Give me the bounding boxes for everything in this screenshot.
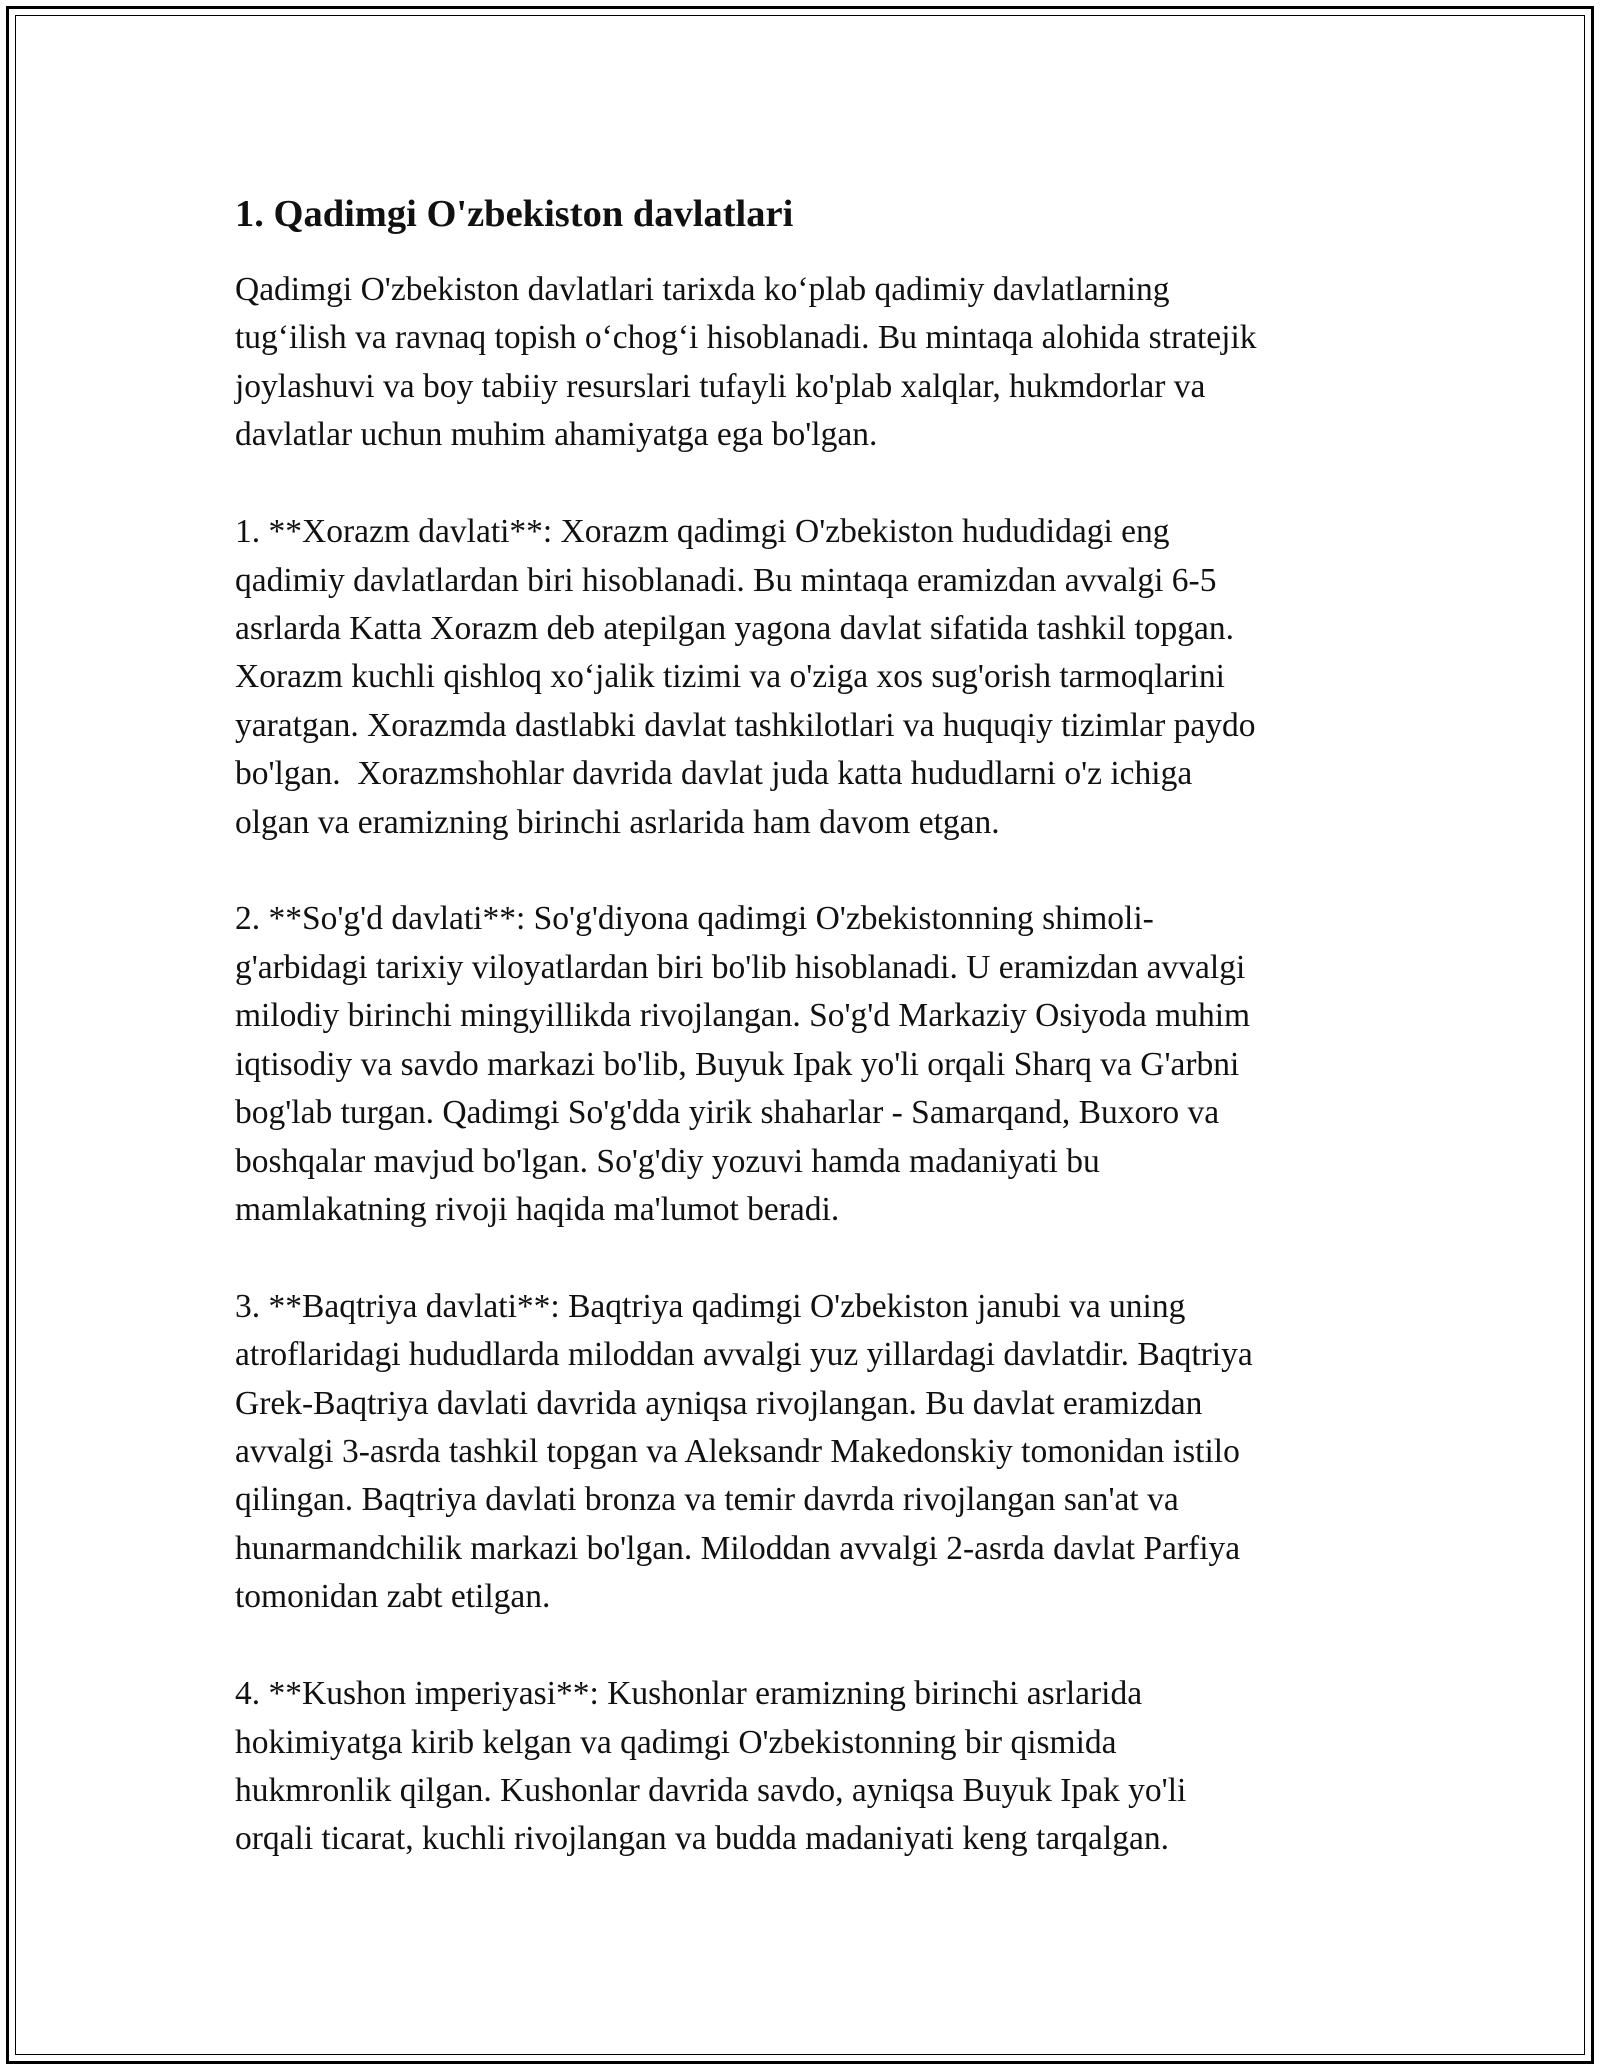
paragraph-line: bog'lab turgan. Qadimgi So'g'dda yirik shaharlar - Samarqand, Buxoro va [235, 1094, 1220, 1132]
paragraph-line: qadimiy davlatlardan biri hisoblanadi. Bu mintaqa eramizdan avvalgi 6-5 [235, 561, 1217, 599]
paragraph-line: tomonidan zabt etilgan. [235, 1578, 551, 1616]
baqtriya-paragraph [235, 1283, 1365, 1622]
paragraph-line: 2. **So'g'd davlati**: So'g'diyona qadimgi O'zbekistonning shimoli- [235, 900, 1154, 938]
paragraph-line: olgan va eramizning birinchi asrlarida ham davom etgan. [235, 803, 1000, 841]
document-body [235, 186, 1365, 1912]
paragraph-line: Qadimgi O'zbekiston davlatlari tarixda ko‘plab qadimiy davlatlarning [235, 271, 1170, 308]
paragraph-line: Xorazm kuchli qishloq xo‘jalik tizimi va o'ziga xos sug'orish tarmoqlarini [235, 658, 1225, 696]
paragraph-line: davlatlar uchun muhim ahamiyatga ega bo'lgan. [235, 416, 878, 454]
paragraph-line: hokimiyatga kirib kelgan va qadimgi O'zbekistonning bir qismida [235, 1723, 1117, 1761]
paragraph-line: 4. **Kushon imperiyasi**: Kushonlar eramizning birinchi asrlarida [235, 1675, 1143, 1713]
intro-paragraph [235, 266, 1365, 460]
paragraph-line: g'arbidagi tarixiy viloyatlardan biri bo'lib hisoblanadi. U eramizdan avvalgi [235, 948, 1246, 986]
paragraph-line: boshqalar mavjud bo'lgan. So'g'diy yozuvi hamda madaniyati bu [235, 1142, 1100, 1180]
paragraph-line: 3. **Baqtriya davlati**: Baqtriya qadimgi O'zbekiston janubi va uning [235, 1287, 1186, 1325]
kushon-paragraph [235, 1670, 1365, 1864]
paragraph-line: hunarmandchilik markazi bo'lgan. Miloddan avvalgi 2-asrda davlat Parfiya [235, 1529, 1241, 1567]
document-title: 1. Qadimgi O'zbekiston davlatlari [235, 193, 794, 235]
paragraph-line: 1. **Xorazm davlati**: Xorazm qadimgi O'zbekiston hududidagi eng [235, 513, 1170, 551]
paragraph-line: milodiy birinchi mingyillikda rivojlangan. So'g'd Markaziy Osiyoda muhim [235, 997, 1251, 1035]
paragraph-line: mamlakatning rivoji haqida ma'lumot beradi. [235, 1190, 840, 1228]
paragraph-line: orqali ticarat, kuchli rivojlangan va budda madaniyati keng tarqalgan. [235, 1820, 1169, 1858]
paragraph-line: asrlarda Katta Xorazm deb atepilgan yagona davlat sifatida tashkil topgan. [235, 609, 1235, 647]
paragraph-line: hukmronlik qilgan. Kushonlar davrida savdo, ayniqsa Buyuk Ipak yo'li [235, 1771, 1187, 1809]
paragraph-line: yaratgan. Xorazmda dastlabki davlat tashkilotlari va huquqiy tizimlar paydo [235, 706, 1256, 744]
paragraph-line: avvalgi 3-asrda tashkil topgan va Aleksandr Makedonskiy tomonidan istilo [235, 1433, 1240, 1471]
paragraph-line: Grek-Baqtriya davlati davrida ayniqsa rivojlangan. Bu davlat eramizdan [235, 1384, 1203, 1422]
xorazm-paragraph [235, 508, 1365, 847]
paragraph-line: tug‘ilish va ravnaq topish o‘chog‘i hisoblanadi. Bu mintaqa alohida stratejik [235, 319, 1257, 357]
paragraph-line: qilingan. Baqtriya davlati bronza va temir davrda rivojlangan san'at va [235, 1481, 1179, 1519]
paragraph-line: iqtisodiy va savdo markazi bo'lib, Buyuk Ipak yo'li orqali Sharq va G'arbni [235, 1045, 1240, 1083]
paragraph-line: joylashuvi va boy tabiiy resurslari tufayli ko'plab xalqlar, hukmdorlar va [235, 367, 1206, 405]
paragraph-line: atroflaridagi hududlarda miloddan avvalgi yuz yillardagi davlatdir. Baqtriya [235, 1336, 1253, 1374]
paragraph-line: bo'lgan. Xorazmshohlar davrida davlat juda katta hududlarni o'z ichiga [235, 755, 1193, 793]
sogd-paragraph [235, 895, 1365, 1234]
